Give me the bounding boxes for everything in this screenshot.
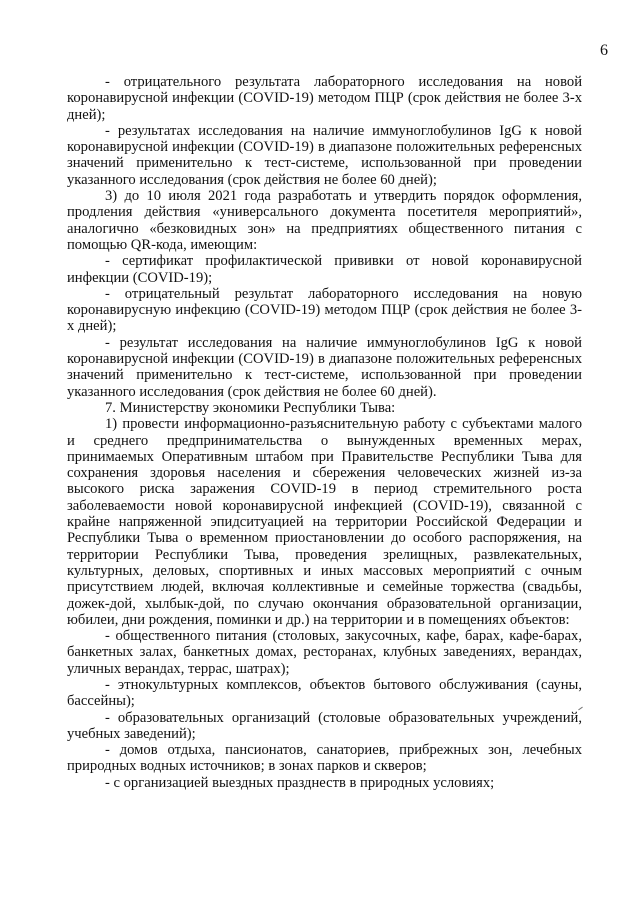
paragraph-outdoor-celebrations: - с организацией выездных празднеств в природных условиях; — [105, 774, 495, 791]
paragraph-recreation: - домов отдыха, пансионатов, санаториев, прибрежных зон, лечебных природных водных источников; в зонах парков и скверов; — [67, 742, 582, 775]
document-body — [67, 74, 582, 791]
paragraph-igg-result: - результат исследования на наличие иммуноглобулинов IgG к новой коронавирусной инфекции (COVID-19) в диапазоне положительных референсных значений применительно к тест-системе, использованной при проведении указанного исследования (срок действия не более 60 дней). — [67, 334, 582, 400]
page-number: 6 — [600, 42, 608, 59]
paragraph-ethnocultural: - этнокультурных комплексов, объектов бытового обслуживания (сауны, бассейны); — [67, 676, 582, 710]
paragraph-educational: - образовательных организаций (столовые образовательных учреждений, учебных заведений); — [67, 709, 582, 742]
paragraph-pcr-negative: - отрицательный результат лабораторного исследования на новую коронавирусную инфекцию (COVID-19) методом ПЦР (срок действия не более 3-х дней); — [67, 285, 582, 335]
paragraph-pcr-negative-result: - отрицательного результата лабораторного исследования на новой коронавирусной инфекции (COVID-19) методом ПЦР (срок действия не более 3-х дней); — [67, 74, 582, 123]
paragraph-catering: - общественного питания (столовых, закусочных, кафе, барах, кафе-барах, банкетных залах, банкетных домах, ресторанах, клубных заведениях, верандах, уличных верандах, террас, шатрах); — [67, 628, 582, 677]
paragraph-vaccination-certificate: - сертификат профилактической прививки от новой коронавирусной инфекции (COVID-19); — [67, 253, 582, 286]
paragraph-item-3-qr-document: 3) до 10 июля 2021 года разработать и утвердить порядок оформления, продления действия «универсального документа посетителя мероприятий», аналогично «безковидных зон» на предприятиях общественного питания с помощью QR-кода, имеющим: — [67, 188, 582, 253]
paragraph-igg-results: - результатах исследования на наличие иммуноглобулинов IgG к новой коронавирусной инфекции (COVID-19) в диапазоне положительных референсных значений применительно к тест-системе, использованной при проведении указанного исследования (срок действия не более 60 дней); — [67, 122, 582, 188]
paragraph-section-7-heading: 7. Министерству экономики Республики Тыва: — [105, 399, 396, 416]
paragraph-item-1-information-work: 1) провести информационно-разъяснительную работу с субъектами малого и среднего предпринимательства о вынужденных временных мерах, принимаемых Оперативным штабом при Правительстве Республики Тыва для сохранения здоровья населения и сбережения человеческих жизней из-за высокого риска заражения COVID-19 в период стремительного роста заболеваемости новой коронавирусной инфекцией (COVID-19), связанной с крайне напряженной эпидситуацией на территории Российской Федерации и Республики Тыва о временном приостановлении до особого распоряжения, на территории Республики Тыва, проведения зрелищных, развлекательных, культурных, деловых, спортивных и иных массовых мероприятий с очным присутствием людей, включая коллективные и семейные торжества (свадьбы, дожек-дой, хылбык-дой, по случаю окончания образовательной организации, юбилеи, дни рождения, поминки и др.) на территории и в помещениях объектов: — [67, 416, 582, 628]
